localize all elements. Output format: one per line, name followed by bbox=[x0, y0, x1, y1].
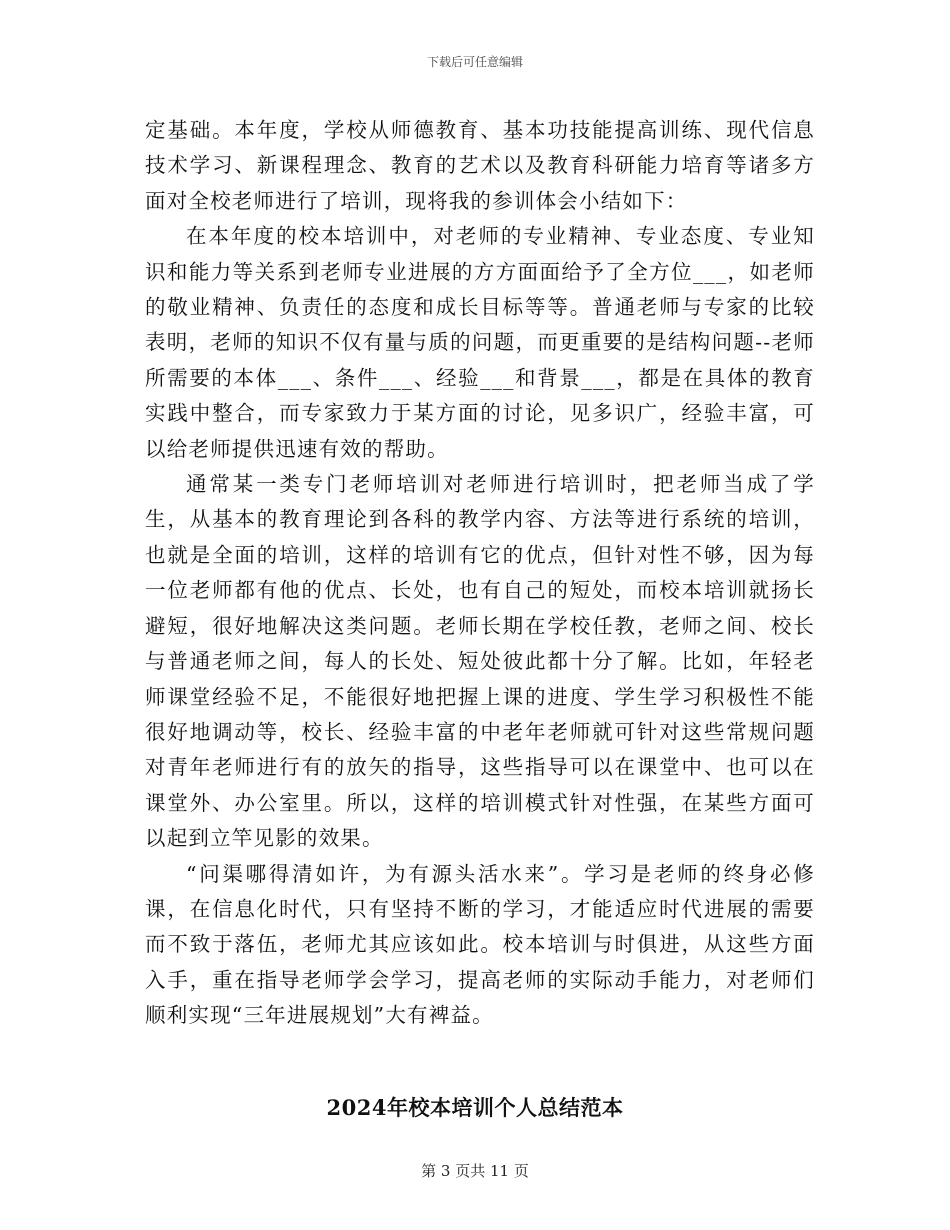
paragraph: “问渠哪得清如许，为有源头活水来”。学习是老师的终身必修课，在信息化时代，只有坚持不断的学习，才能适应时代进展的需要而不致于落伍，老师尤其应该如此。校本培训与时俱进，从这些方面入手，重在指导老师学会学习，提高老师的实际动手能力，对老师们顺利实现“三年进展规划”大有裨益。 bbox=[145, 861, 815, 1028]
section-title: 2024年校本培训个人总结范本 bbox=[326, 1095, 624, 1120]
paragraph-continuation: 定基础。本年度，学校从师德教育、基本功技能提高训练、现代信息技术学习、新课程理念、教育的艺术以及教育科研能力培育等诸多方面对全校老师进行了培训，现将我的参训体会小结如下： bbox=[145, 118, 815, 213]
paragraph: 在本年度的校本培训中，对老师的专业精神、专业态度、专业知识和能力等关系到老师专业进展的方方面面给予了全方位___，如老师的敬业精神、负责任的态度和成长目标等等。普通老师与专家的比较表明，老师的知识不仅有量与质的问题，而更重要的是结构问题--老师所需要的本体___、条件___、经验___和背景___，都是在具体的教育实践中整合，而专家致力于某方面的讨论，见多识广，经验丰富，可以给老师提供迅速有效的帮助。 bbox=[145, 224, 815, 461]
page-header: 下载后可任意编辑 bbox=[426, 55, 523, 69]
document-body bbox=[145, 113, 815, 1034]
paragraph: 通常某一类专门老师培训对老师进行培训时，把老师当成了学生，从基本的教育理论到各科的教学内容、方法等进行系统的培训，也就是全面的培训，这样的培训有它的优点，但针对性不够，因为每一位老师都有他的优点、长处，也有自己的短处，而校本培训就扬长避短，很好地解决这类问题。老师长期在学校任教，老师之间、校长与普通老师之间，每人的长处、短处彼此都十分了解。比如，年轻老师课堂经验不足，不能很好地把握上课的进度、学生学习积极性不能很好地调动等，校长、经验丰富的中老年老师就可针对这些常规问题对青年老师进行有的放矢的指导，这些指导可以在课堂中、也可以在课堂外、办公室里。所以，这样的培训模式针对性强，在某些方面可以起到立竿见影的效果。 bbox=[145, 472, 815, 851]
page-footer: 第 3 页共 11 页 bbox=[421, 1162, 529, 1180]
